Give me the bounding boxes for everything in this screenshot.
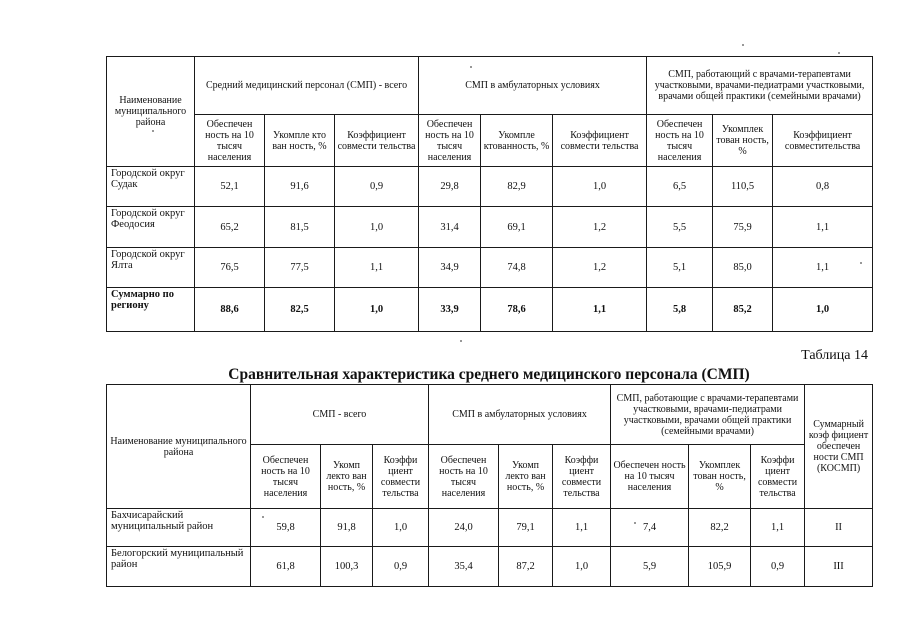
table-row bbox=[107, 167, 873, 207]
cell-value: 1,0 bbox=[553, 547, 611, 587]
scan-speck bbox=[742, 44, 744, 46]
cell-value: 5,8 bbox=[647, 288, 713, 332]
cell-value: 52,1 bbox=[195, 167, 265, 207]
t2-subheader: Обеспечен ность на 10 тысяч населения bbox=[251, 445, 321, 509]
cell-value: 59,8 bbox=[251, 509, 321, 547]
t2-subheader: Укомп лекто ван ность, % bbox=[499, 445, 553, 509]
cell-value: 91,6 bbox=[265, 167, 335, 207]
row-name: Суммарно по региону bbox=[107, 288, 195, 332]
table-2 bbox=[106, 384, 873, 587]
cell-value: 6,5 bbox=[647, 167, 713, 207]
summary-value: II bbox=[805, 509, 873, 547]
t2-subheader: Коэффи циент совмести тельства bbox=[373, 445, 429, 509]
t2-subheader: Укомп лекто ван ность, % bbox=[321, 445, 373, 509]
cell-value: 79,1 bbox=[499, 509, 553, 547]
row-name: Городской округ Судак bbox=[107, 167, 195, 207]
t1-subheader: Обеспечен ность на 10 тысяч населения bbox=[195, 115, 265, 167]
table-caption: Сравнительная характеристика среднего медицинского персонала (СМП) bbox=[228, 366, 750, 383]
row-name: Городской округ Ялта bbox=[107, 248, 195, 288]
t1-subheader: Коэффициент совмести тельства bbox=[553, 115, 647, 167]
cell-value: 87,2 bbox=[499, 547, 553, 587]
cell-value: 105,9 bbox=[689, 547, 751, 587]
cell-value: 85,0 bbox=[713, 248, 773, 288]
scan-speck bbox=[860, 262, 862, 264]
cell-value: 33,9 bbox=[419, 288, 481, 332]
t1-subheader: Коэффициент совместительства bbox=[773, 115, 873, 167]
cell-value: 69,1 bbox=[481, 207, 553, 248]
summary-value: III bbox=[805, 547, 873, 587]
t2-subheader: Коэффи циент совмести тельства bbox=[553, 445, 611, 509]
t2-subheader: Коэффи циент совмести тельства bbox=[751, 445, 805, 509]
table-row bbox=[107, 547, 873, 587]
table-row-total bbox=[107, 288, 873, 332]
cell-value: 31,4 bbox=[419, 207, 481, 248]
cell-value: 85,2 bbox=[713, 288, 773, 332]
cell-value: 77,5 bbox=[265, 248, 335, 288]
cell-value: 61,8 bbox=[251, 547, 321, 587]
cell-value: 5,1 bbox=[647, 248, 713, 288]
cell-value: 1,1 bbox=[553, 509, 611, 547]
cell-value: 1,0 bbox=[773, 288, 873, 332]
cell-value: 1,1 bbox=[773, 207, 873, 248]
t2-group-header: СМП в амбулаторных условиях bbox=[429, 385, 611, 445]
scan-speck bbox=[838, 52, 840, 54]
cell-value: 1,1 bbox=[335, 248, 419, 288]
t2-name-header: Наименование муниципального района bbox=[107, 385, 251, 509]
t1-subheader: Укомпле ктованность, % bbox=[481, 115, 553, 167]
t2-summary-header: Суммарный коэф фициент обеспечен ности СМП (КОСМП) bbox=[805, 385, 873, 509]
cell-value: 0,8 bbox=[773, 167, 873, 207]
cell-value: 1,0 bbox=[335, 288, 419, 332]
cell-value: 34,9 bbox=[419, 248, 481, 288]
table-row bbox=[107, 207, 873, 248]
t1-group-header: СМП в амбулаторных условиях bbox=[419, 57, 647, 115]
cell-value: 1,0 bbox=[553, 167, 647, 207]
cell-value: 1,2 bbox=[553, 248, 647, 288]
table-row bbox=[107, 248, 873, 288]
cell-value: 110,5 bbox=[713, 167, 773, 207]
t1-name-header: Наименование муниципального района bbox=[107, 57, 195, 167]
cell-value: 7,4 bbox=[611, 509, 689, 547]
t2-group-header: СМП - всего bbox=[251, 385, 429, 445]
t2-subheader: Укомплек тован ность, % bbox=[689, 445, 751, 509]
cell-value: 75,9 bbox=[713, 207, 773, 248]
cell-value: 65,2 bbox=[195, 207, 265, 248]
row-name: Бахчисарайский муниципальный район bbox=[107, 509, 251, 547]
scan-speck bbox=[460, 340, 462, 342]
cell-value: 82,2 bbox=[689, 509, 751, 547]
t2-group-header: СМП, работающие с врачами-терапевтами участковыми, врачами-педиатрами участковыми, врачами общей практики (семейными врачами) bbox=[611, 385, 805, 445]
cell-value: 1,1 bbox=[773, 248, 873, 288]
t1-group-header: Средний медицинский персонал (СМП) - всего bbox=[195, 57, 419, 115]
cell-value: 5,5 bbox=[647, 207, 713, 248]
scan-speck bbox=[470, 66, 472, 68]
t2-subheader: Обеспечен ность на 10 тысяч населения bbox=[611, 445, 689, 509]
cell-value: 1,2 bbox=[553, 207, 647, 248]
cell-value: 100,3 bbox=[321, 547, 373, 587]
cell-value: 35,4 bbox=[429, 547, 499, 587]
cell-value: 82,5 bbox=[265, 288, 335, 332]
cell-value: 29,8 bbox=[419, 167, 481, 207]
t1-subheader: Обеспечен ность на 10 тысяч населения bbox=[419, 115, 481, 167]
scan-speck bbox=[152, 130, 154, 132]
table-number-label: Таблица 14 bbox=[801, 348, 868, 363]
cell-value: 88,6 bbox=[195, 288, 265, 332]
cell-value: 1,0 bbox=[335, 207, 419, 248]
t1-subheader: Укомпле кто ван ность, % bbox=[265, 115, 335, 167]
t1-group-header: СМП, работающий с врачами-терапевтами участковыми, врачами-педиатрами участковыми, врачами общей практики (семейными врачами) bbox=[647, 57, 873, 115]
cell-value: 5,9 bbox=[611, 547, 689, 587]
cell-value: 1,0 bbox=[373, 509, 429, 547]
scan-speck bbox=[262, 516, 264, 518]
cell-value: 91,8 bbox=[321, 509, 373, 547]
cell-value: 81,5 bbox=[265, 207, 335, 248]
cell-value: 78,6 bbox=[481, 288, 553, 332]
cell-value: 1,1 bbox=[751, 509, 805, 547]
cell-value: 74,8 bbox=[481, 248, 553, 288]
cell-value: 82,9 bbox=[481, 167, 553, 207]
cell-value: 24,0 bbox=[429, 509, 499, 547]
row-name: Белогорский муниципальный район bbox=[107, 547, 251, 587]
row-name: Городской округ Феодосия bbox=[107, 207, 195, 248]
scan-speck bbox=[634, 522, 636, 524]
t2-subheader: Обеспечен ность на 10 тысяч населения bbox=[429, 445, 499, 509]
t1-subheader: Коэффициент совмести тельства bbox=[335, 115, 419, 167]
table-1 bbox=[106, 56, 873, 332]
table-row bbox=[107, 509, 873, 547]
cell-value: 0,9 bbox=[335, 167, 419, 207]
cell-value: 1,1 bbox=[553, 288, 647, 332]
cell-value: 76,5 bbox=[195, 248, 265, 288]
t1-subheader: Обеспечен ность на 10 тысяч населения bbox=[647, 115, 713, 167]
cell-value: 0,9 bbox=[751, 547, 805, 587]
t1-subheader: Укомплек тован ность, % bbox=[713, 115, 773, 167]
cell-value: 0,9 bbox=[373, 547, 429, 587]
